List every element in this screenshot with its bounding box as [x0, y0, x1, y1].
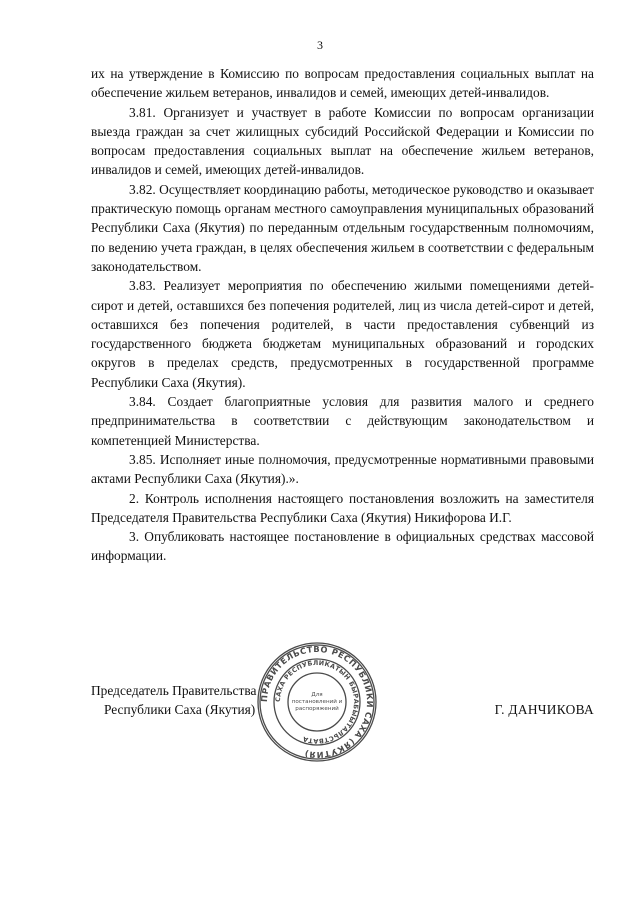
paragraph: 3.85. Исполняет иные полномочия, предусмотренные нормативными правовыми актами Республики Саха (Якутия).». — [91, 451, 594, 487]
signatory-title-line-2: Республики Саха (Якутия) — [104, 702, 256, 717]
page-number: 3 — [317, 38, 323, 52]
paragraph: 3.81. Организует и участвует в работе Комиссии по вопросам организации выезда граждан за счет жилищных субсидий Российской Федерации и Комиссии по вопросам предоставления социальных выплат на обеспечение жильем ветеранов, инвалидов и семей, имеющих детей-инвалидов. — [91, 104, 594, 178]
paragraph: их на утверждение в Комиссию по вопросам предоставления социальных выплат на обеспечение жильем ветеранов, инвалидов и семей, имеющих детей-инвалидов. — [91, 66, 594, 101]
paragraph: 3. Опубликовать настоящее постановление в официальных средствах массовой информации. — [91, 529, 594, 564]
seal-center-line-2: постановлений и — [291, 699, 343, 705]
seal-outer-text: ПРАВИТЕЛЬСТВО РЕСПУБЛИКИ САХА (ЯКУТИЯ) — [258, 643, 376, 761]
paragraph: 3.82. Осуществляет координацию работы, методическое руководство и оказывает практическую помощь органам местного самоуправления муниципальных образований Республики Саха (Якутия) по переданным отдельным государственным полномочиям, по ведению учета граждан, в целях обеспечения жильем в соответствии с федеральным законодательством. — [91, 181, 594, 274]
signatory-name: Г. ДАНЧИКОВА — [494, 702, 594, 717]
seal-center-line-1: Для — [311, 692, 323, 698]
document-body — [91, 64, 594, 566]
paragraph: 3.83. Реализует мероприятия по обеспечению жилыми помещениями детей-сирот и детей, оставшихся без попечения родителей, лиц из числа детей-сирот и детей, оставшихся без попечения родителей, в части предоставления субвенций из государственного бюджета бюджетам муниципальных образований и городских округов в пределах средств, предусмотренных в государственной программе Республики Саха (Якутия). — [91, 278, 594, 390]
signatory-title-line-1: Председатель Правительства — [91, 683, 257, 698]
paragraph: 3.84. Создает благоприятные условия для развития малого и среднего предпринимательства в соответствии с действующим законодательством и компетенцией Министерства. — [91, 394, 594, 448]
seal-inner-text: САХА РЕСПУБЛИКАТЫН БЫРАБЫЫТАЛЬСТВАТА — [273, 658, 361, 746]
seal-center-line-3: распоряжений — [295, 706, 339, 712]
paragraph: 2. Контроль исполнения настоящего постановления возложить на заместителя Председателя Правительства Республики Саха (Якутия) Никифорова И.Г. — [91, 490, 594, 525]
official-seal-stamp — [256, 641, 378, 763]
